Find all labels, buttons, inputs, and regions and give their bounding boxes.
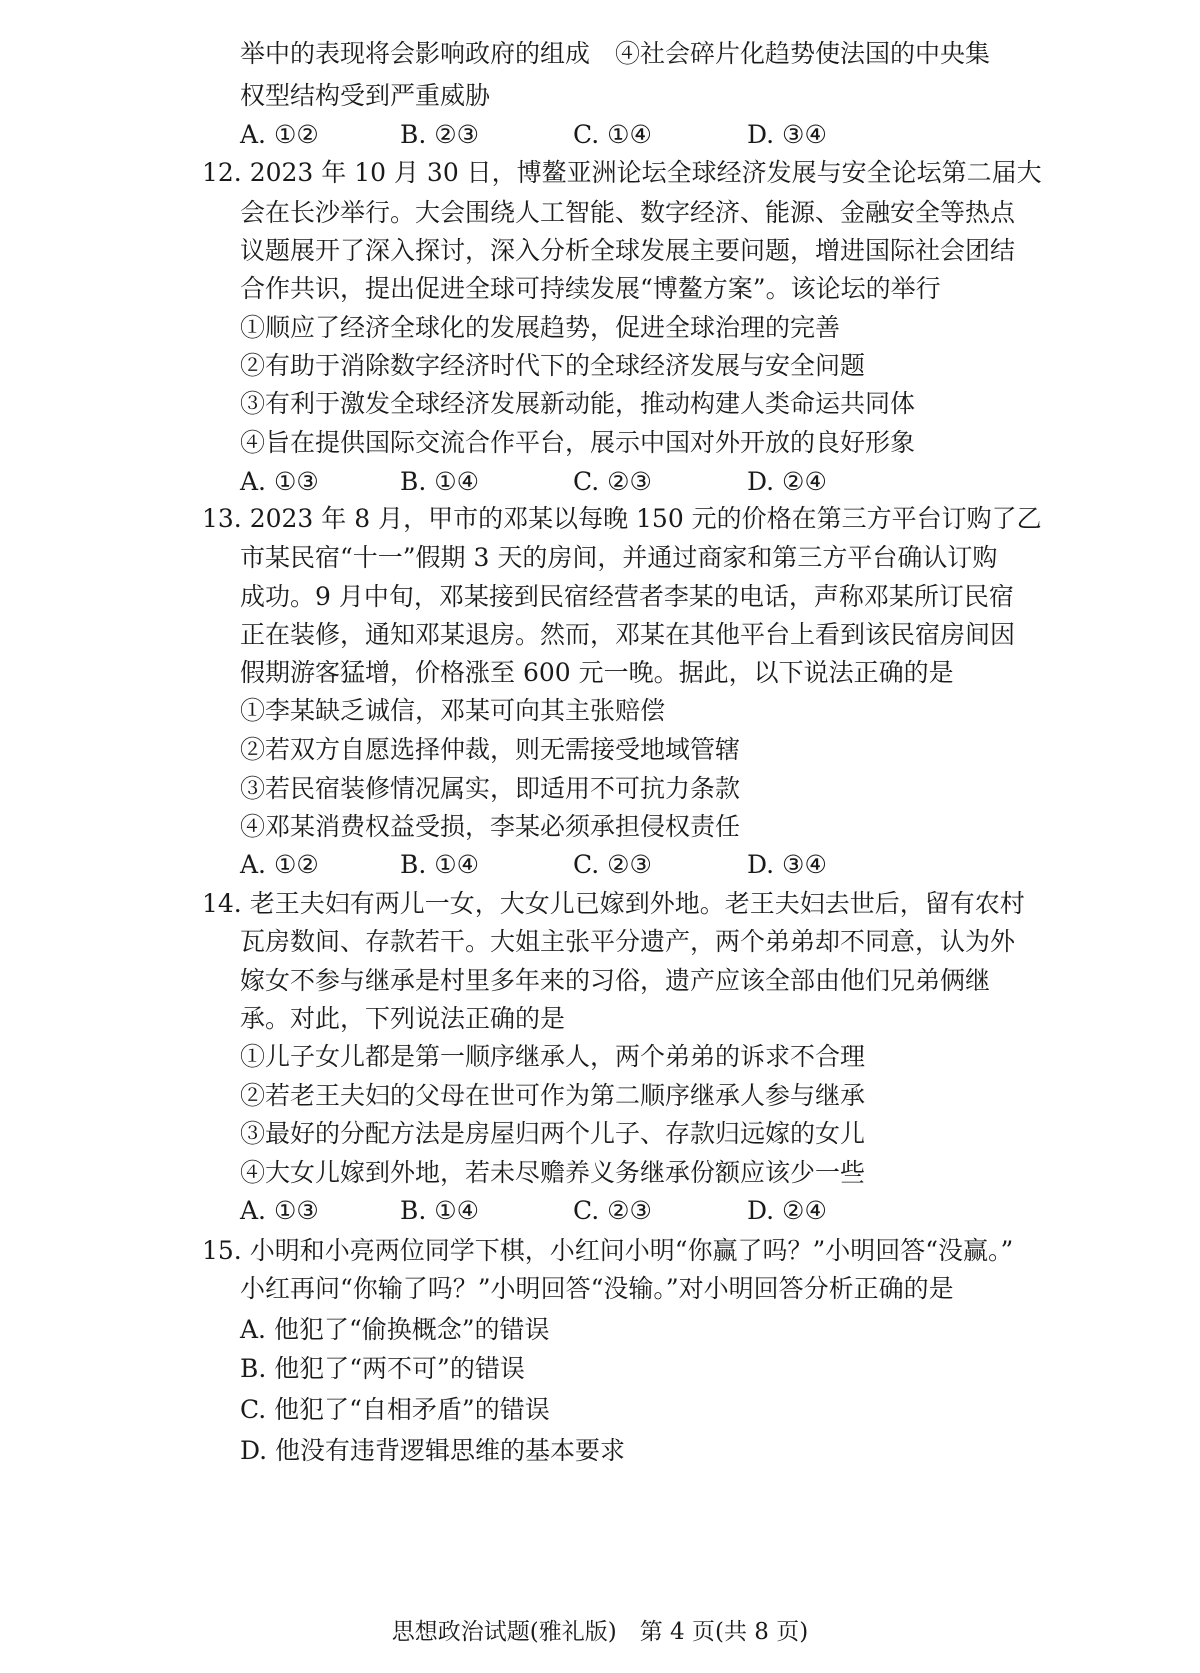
option-b: B. ①④ — [400, 1196, 480, 1225]
option-d: D. ②④ — [747, 1196, 827, 1225]
statement-item: ③最好的分配方法是房屋归两个儿子、存款归远嫁的女儿 — [240, 1119, 866, 1148]
question-stem-line: 举中的表现将会影响政府的组成 ④社会碎片化趋势使法国的中央集 — [240, 39, 991, 68]
answer-options — [240, 1198, 940, 1226]
option-a: A. 他犯了“偷换概念”的错误 — [240, 1315, 550, 1344]
option-c: C. ②③ — [573, 850, 652, 879]
statement-item: ②若双方自愿选择仲裁，则无需接受地域管辖 — [240, 735, 741, 764]
question-stem-line: 嫁女不参与继承是村里多年来的习俗，遗产应该全部由他们兄弟俩继 — [240, 966, 991, 995]
statement-item: ④旨在提供国际交流合作平台，展示中国对外开放的良好形象 — [240, 428, 916, 457]
option-a: A. ①② — [240, 120, 319, 149]
question-stem-line: 15. 小明和小亮两位同学下棋，小红问小明“你赢了吗？”小明回答“没赢。” — [202, 1236, 1014, 1265]
option-c: C. ②③ — [573, 467, 652, 496]
option-b: B. ①④ — [400, 467, 480, 496]
page-footer: 思想政治试题(雅礼版) 第 4 页(共 8 页) — [391, 1619, 809, 1645]
option-d: D. ②④ — [747, 467, 827, 496]
answer-options — [240, 852, 940, 880]
question-stem-line: 假期游客猛增，价格涨至 600 元一晚。据此，以下说法正确的是 — [240, 658, 954, 687]
question-stem-line: 成功。9 月中旬，邓某接到民宿经营者李某的电话，声称邓某所订民宿 — [240, 582, 1014, 611]
question-stem-line: 12. 2023 年 10 月 30 日，博鳌亚洲论坛全球经济发展与安全论坛第二届大 — [202, 158, 1042, 187]
question-stem-line: 小红再问“你输了吗？”小明回答“没输。”对小明回答分析正确的是 — [240, 1274, 954, 1303]
option-c: C. ①④ — [573, 120, 652, 149]
question-stem-line: 正在装修，通知邓某退房。然而，邓某在其他平台上看到该民宿房间因 — [240, 620, 1016, 649]
question-stem-line: 市某民宿“十一”假期 3 天的房间，并通过商家和第三方平台确认订购 — [240, 543, 998, 572]
option-d: D. ③④ — [747, 850, 827, 879]
statement-item: ②若老王夫妇的父母在世可作为第二顺序继承人参与继承 — [240, 1081, 866, 1110]
question-stem-line: 会在长沙举行。大会围绕人工智能、数字经济、能源、金融安全等热点 — [240, 198, 1016, 227]
question-stem-line: 13. 2023 年 8 月，甲市的邓某以每晚 150 元的价格在第三方平台订购了乙 — [202, 504, 1042, 533]
question-stem-line: 瓦房数间、存款若干。大姐主张平分遗产，两个弟弟却不同意，认为外 — [240, 927, 1016, 956]
option-d: D. 他没有违背逻辑思维的基本要求 — [240, 1436, 626, 1465]
option-a: A. ①② — [240, 850, 319, 879]
question-stem-line: 议题展开了深入探讨，深入分析全球发展主要问题，增进国际社会团结 — [240, 236, 1016, 265]
question-stem-line: 合作共识，提出促进全球可持续发展“博鳌方案”。该论坛的举行 — [240, 274, 941, 303]
option-d: D. ③④ — [747, 120, 827, 149]
option-c: C. ②③ — [573, 1196, 652, 1225]
answer-options — [240, 469, 940, 497]
statement-item: ①儿子女儿都是第一顺序继承人，两个弟弟的诉求不合理 — [240, 1042, 866, 1071]
option-a: A. ①③ — [240, 467, 319, 496]
question-stem-line: 权型结构受到严重威胁 — [240, 81, 491, 110]
statement-item: ①顺应了经济全球化的发展趋势，促进全球治理的完善 — [240, 313, 841, 342]
statement-item: ②有助于消除数字经济时代下的全球经济发展与安全问题 — [240, 351, 866, 380]
question-stem-line: 14. 老王夫妇有两儿一女，大女儿已嫁到外地。老王夫妇去世后，留有农村 — [202, 889, 1025, 918]
option-b: B. 他犯了“两不可”的错误 — [240, 1354, 525, 1383]
statement-item: ③有利于激发全球经济发展新动能，推动构建人类命运共同体 — [240, 389, 916, 418]
statement-item: ④大女儿嫁到外地，若未尽赡养义务继承份额应该少一些 — [240, 1158, 866, 1187]
statement-item: ③若民宿装修情况属实，即适用不可抗力条款 — [240, 774, 741, 803]
statement-item: ①李某缺乏诚信，邓某可向其主张赔偿 — [240, 696, 666, 725]
option-b: B. ①④ — [400, 850, 480, 879]
statement-item: ④邓某消费权益受损，李某必须承担侵权责任 — [240, 812, 741, 841]
option-a: A. ①③ — [240, 1196, 319, 1225]
option-b: B. ②③ — [400, 120, 480, 149]
option-c: C. 他犯了“自相矛盾”的错误 — [240, 1395, 550, 1424]
question-stem-line: 承。对此，下列说法正确的是 — [240, 1004, 566, 1033]
answer-options — [240, 122, 940, 150]
